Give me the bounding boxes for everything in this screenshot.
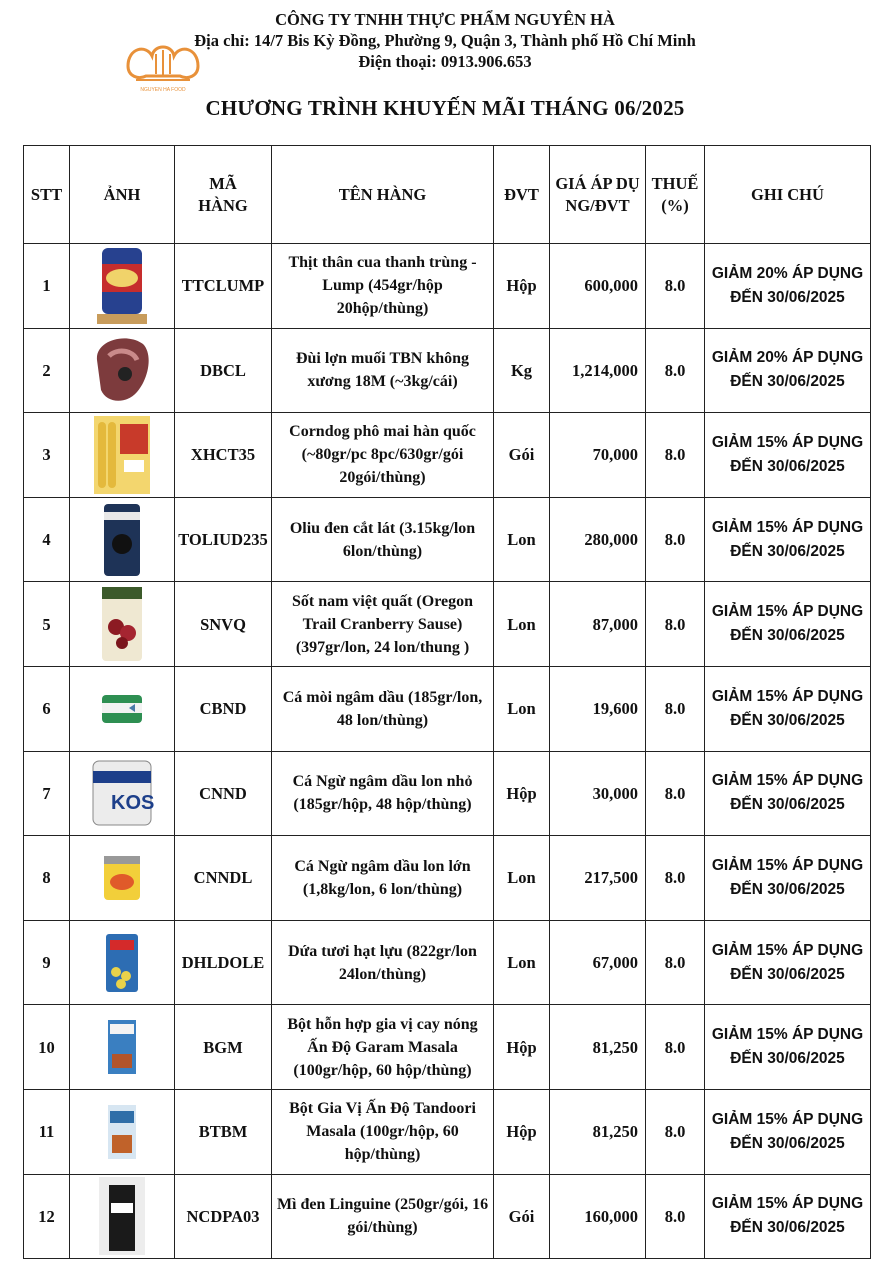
col-header-price: GIÁ ÁP DỤNG/ĐVT — [550, 146, 646, 244]
row-price: 30,000 — [550, 751, 646, 836]
row-tax: 8.0 — [646, 751, 705, 836]
table-row — [24, 244, 871, 329]
row-note: GIẢM 15% ÁP DỤNG ĐẾN 30/06/2025 — [705, 413, 871, 498]
row-stt: 10 — [24, 1005, 70, 1090]
row-name: Bột hỗn hợp gia vị cay nóng Ấn Độ Garam Masala (100gr/hộp, 60 hộp/thùng) — [272, 1005, 494, 1090]
row-note: GIẢM 15% ÁP DỤNG ĐẾN 30/06/2025 — [705, 1174, 871, 1259]
tandoori-box-icon — [106, 1103, 138, 1161]
row-code: TOLIUD235 — [175, 497, 272, 582]
row-price: 81,250 — [550, 1005, 646, 1090]
row-note: GIẢM 15% ÁP DỤNG ĐẾN 30/06/2025 — [705, 751, 871, 836]
row-price: 600,000 — [550, 244, 646, 329]
company-address: Địa chỉ: 14/7 Bis Kỳ Đồng, Phường 9, Quận 3, Thành phố Hồ Chí Minh — [194, 31, 696, 50]
row-image — [70, 413, 175, 498]
row-stt: 4 — [24, 497, 70, 582]
page-title: CHƯƠNG TRÌNH KHUYẾN MÃI THÁNG 06/2025 — [205, 96, 685, 120]
sardine-can-icon — [99, 689, 145, 729]
row-code: CNND — [175, 751, 272, 836]
col-header-code: MÃ HÀNG — [175, 146, 272, 244]
crab-can-icon — [93, 246, 151, 326]
row-note: GIẢM 15% ÁP DỤNG ĐẾN 30/06/2025 — [705, 836, 871, 921]
row-code: TTCLUMP — [175, 244, 272, 329]
row-unit: Gói — [494, 1174, 550, 1259]
row-code: CBND — [175, 666, 272, 751]
cranberry-can-icon — [96, 585, 148, 663]
row-stt: 9 — [24, 920, 70, 1005]
row-tax: 8.0 — [646, 328, 705, 413]
row-name: Cá mòi ngâm dầu (185gr/lon, 48 lon/thùng) — [272, 666, 494, 751]
row-note: GIẢM 15% ÁP DỤNG ĐẾN 30/06/2025 — [705, 1005, 871, 1090]
row-unit: Lon — [494, 582, 550, 667]
row-tax: 8.0 — [646, 920, 705, 1005]
row-name: Đùi lợn muối TBN không xương 18M (~3kg/cái) — [272, 328, 494, 413]
row-code: CNNDL — [175, 836, 272, 921]
col-header-tax: THUẾ (%) — [646, 146, 705, 244]
row-price: 1,214,000 — [550, 328, 646, 413]
row-price: 217,500 — [550, 836, 646, 921]
corndog-pack-icon — [92, 414, 152, 496]
table-row — [24, 1005, 871, 1090]
row-note: GIẢM 15% ÁP DỤNG ĐẾN 30/06/2025 — [705, 666, 871, 751]
row-unit: Lon — [494, 666, 550, 751]
svg-text:KOS: KOS — [111, 792, 155, 815]
table-row — [24, 582, 871, 667]
document-header — [0, 0, 890, 140]
row-code: DHLDOLE — [175, 920, 272, 1005]
row-name: Cá Ngừ ngâm dầu lon nhỏ (185gr/hộp, 48 hộp/thùng) — [272, 751, 494, 836]
table-row — [24, 1174, 871, 1259]
row-price: 87,000 — [550, 582, 646, 667]
table-row — [24, 328, 871, 413]
table-row — [24, 1089, 871, 1174]
table-row — [24, 413, 871, 498]
row-image — [70, 328, 175, 413]
row-image — [70, 1089, 175, 1174]
spice-box-icon — [106, 1018, 138, 1076]
row-image — [70, 1005, 175, 1090]
row-unit: Hộp — [494, 1005, 550, 1090]
table-header-row — [24, 146, 871, 244]
row-unit: Hộp — [494, 244, 550, 329]
row-note: GIẢM 15% ÁP DỤNG ĐẾN 30/06/2025 — [705, 920, 871, 1005]
row-stt: 8 — [24, 836, 70, 921]
pasta-pack-icon — [95, 1175, 149, 1257]
row-name: Sốt nam việt quất (Oregon Trail Cranberry Sause) (397gr/lon, 24 lon/thung ) — [272, 582, 494, 667]
row-stt: 5 — [24, 582, 70, 667]
tuna-can-small-icon — [89, 753, 155, 833]
row-image — [70, 582, 175, 667]
row-code: BTBM — [175, 1089, 272, 1174]
row-image — [70, 497, 175, 582]
row-tax: 8.0 — [646, 497, 705, 582]
row-stt: 12 — [24, 1174, 70, 1259]
row-unit: Hộp — [494, 751, 550, 836]
row-stt: 7 — [24, 751, 70, 836]
col-header-note: GHI CHÚ — [705, 146, 871, 244]
row-image — [70, 751, 175, 836]
row-code: SNVQ — [175, 582, 272, 667]
row-price: 70,000 — [550, 413, 646, 498]
row-tax: 8.0 — [646, 1174, 705, 1259]
row-unit: Gói — [494, 413, 550, 498]
row-name: Corndog phô mai hàn quốc (~80gr/pc 8pc/630gr/gói 20gói/thùng) — [272, 413, 494, 498]
row-tax: 8.0 — [646, 413, 705, 498]
row-note: GIẢM 20% ÁP DỤNG ĐẾN 30/06/2025 — [705, 244, 871, 329]
row-price: 67,000 — [550, 920, 646, 1005]
row-price: 81,250 — [550, 1089, 646, 1174]
col-header-image: ẢNH — [70, 146, 175, 244]
company-name: CÔNG TY TNHH THỰC PHẨM NGUYÊN HÀ — [275, 10, 615, 29]
logo-text: NGUYEN HA FOOD — [140, 87, 186, 93]
row-tax: 8.0 — [646, 666, 705, 751]
row-name: Oliu đen cắt lát (3.15kg/lon 6lon/thùng) — [272, 497, 494, 582]
row-note: GIẢM 15% ÁP DỤNG ĐẾN 30/06/2025 — [705, 497, 871, 582]
row-code: BGM — [175, 1005, 272, 1090]
company-phone: Điện thoại: 0913.906.653 — [358, 52, 532, 71]
row-tax: 8.0 — [646, 582, 705, 667]
row-note: GIẢM 15% ÁP DỤNG ĐẾN 30/06/2025 — [705, 582, 871, 667]
row-note: GIẢM 20% ÁP DỤNG ĐẾN 30/06/2025 — [705, 328, 871, 413]
row-stt: 2 — [24, 328, 70, 413]
olive-can-icon — [100, 502, 144, 578]
row-tax: 8.0 — [646, 1005, 705, 1090]
col-header-unit: ĐVT — [494, 146, 550, 244]
pineapple-can-icon — [102, 932, 142, 994]
row-code: DBCL — [175, 328, 272, 413]
row-price: 160,000 — [550, 1174, 646, 1259]
table-row — [24, 920, 871, 1005]
tuna-can-large-icon — [100, 852, 144, 904]
row-price: 280,000 — [550, 497, 646, 582]
row-name: Cá Ngừ ngâm dầu lon lớn (1,8kg/lon, 6 lon/thùng) — [272, 836, 494, 921]
table-row — [24, 666, 871, 751]
row-unit: Hộp — [494, 1089, 550, 1174]
row-tax: 8.0 — [646, 244, 705, 329]
row-unit: Lon — [494, 920, 550, 1005]
row-image — [70, 666, 175, 751]
table-row — [24, 751, 871, 836]
row-price: 19,600 — [550, 666, 646, 751]
company-info — [0, 9, 890, 72]
row-tax: 8.0 — [646, 836, 705, 921]
row-unit: Kg — [494, 328, 550, 413]
row-name: Bột Gia Vị Ấn Độ Tandoori Masala (100gr/hộp, 60 hộp/thùng) — [272, 1089, 494, 1174]
row-stt: 11 — [24, 1089, 70, 1174]
row-image — [70, 920, 175, 1005]
row-stt: 1 — [24, 244, 70, 329]
row-name: Mì đen Linguine (250gr/gói, 16 gói/thùng) — [272, 1174, 494, 1259]
row-unit: Lon — [494, 836, 550, 921]
table-row — [24, 836, 871, 921]
row-tax: 8.0 — [646, 1089, 705, 1174]
table-row — [24, 497, 871, 582]
row-stt: 6 — [24, 666, 70, 751]
row-name: Dứa tươi hạt lựu (822gr/lon 24lon/thùng) — [272, 920, 494, 1005]
row-name: Thịt thân cua thanh trùng - Lump (454gr/hộp 20hộp/thùng) — [272, 244, 494, 329]
col-header-stt: STT — [24, 146, 70, 244]
row-image — [70, 1174, 175, 1259]
col-header-name: TÊN HÀNG — [272, 146, 494, 244]
row-code: NCDPA03 — [175, 1174, 272, 1259]
ham-icon — [87, 330, 157, 410]
row-image — [70, 244, 175, 329]
row-stt: 3 — [24, 413, 70, 498]
row-code: XHCT35 — [175, 413, 272, 498]
row-image — [70, 836, 175, 921]
row-unit: Lon — [494, 497, 550, 582]
promotion-table — [23, 145, 871, 1259]
row-note: GIẢM 15% ÁP DỤNG ĐẾN 30/06/2025 — [705, 1089, 871, 1174]
